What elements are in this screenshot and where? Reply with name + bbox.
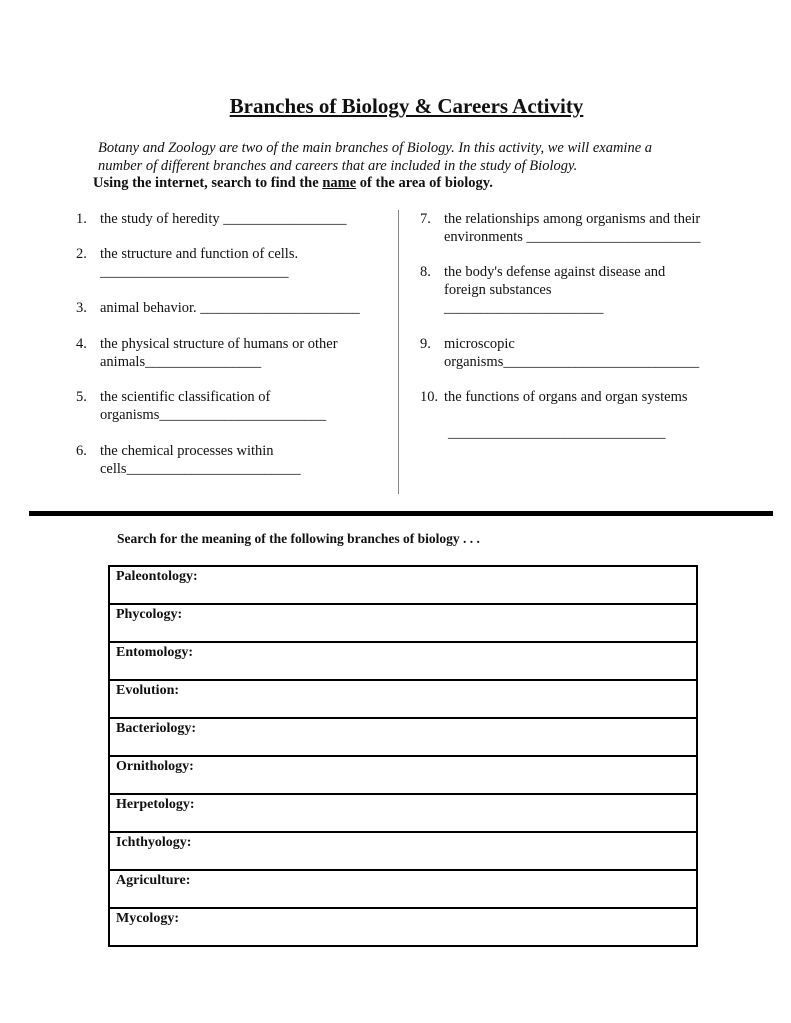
answer-blank[interactable]: environments ________________________ [444, 229, 701, 245]
branch-cell[interactable]: Herpetology: [109, 794, 697, 832]
question-number: 1. [76, 211, 87, 227]
question-number: 4. [76, 336, 87, 352]
question-number: 9. [420, 336, 431, 352]
question-number: 10. [420, 389, 439, 405]
intro-line-2: number of different branches and careers that are included in the study of Biology. [98, 158, 578, 174]
branch-cell[interactable]: Agriculture: [109, 870, 697, 908]
question-number: 7. [420, 211, 431, 227]
answer-blank[interactable]: cells________________________ [100, 461, 301, 477]
instructions-underlined: name [322, 175, 357, 191]
instructions [93, 175, 493, 192]
table-row [109, 718, 697, 756]
answer-blank[interactable]: organisms___________________________ [444, 354, 700, 370]
intro-paragraph [98, 139, 718, 175]
question-number: 2. [76, 246, 87, 262]
question-number: 6. [76, 443, 87, 459]
branch-cell[interactable]: Evolution: [109, 680, 697, 718]
table-row [109, 566, 697, 604]
table-row [109, 604, 697, 642]
branch-cell[interactable]: Entomology: [109, 642, 697, 680]
question-text: microscopic [444, 336, 515, 352]
question-text: animal behavior. ______________________ [100, 300, 360, 316]
question-text: the study of heredity _________________ [100, 211, 347, 227]
answer-blank[interactable]: ______________________ [444, 300, 604, 316]
branch-cell[interactable]: Ichthyology: [109, 832, 697, 870]
branches-table [108, 565, 698, 947]
question-text: the scientific classification of [100, 389, 271, 405]
section-divider [29, 511, 773, 516]
question-text: the functions of organs and organ systems [444, 389, 688, 405]
answer-blank[interactable]: ______________________________ [448, 425, 666, 441]
table-row [109, 680, 697, 718]
page-title: Branches of Biology & Careers Activity [229, 94, 584, 118]
instructions-after: of the area of biology. [356, 175, 493, 191]
intro-line-1: Botany and Zoology are two of the main branches of Biology. In this activity, we will examine a [98, 140, 653, 156]
branch-cell[interactable]: Bacteriology: [109, 718, 697, 756]
table-row [109, 642, 697, 680]
answer-blank[interactable]: organisms_______________________ [100, 407, 327, 423]
table-row [109, 756, 697, 794]
question-number: 5. [76, 389, 87, 405]
branch-cell[interactable]: Ornithology: [109, 756, 697, 794]
question-text: the chemical processes within [100, 443, 274, 459]
branch-cell[interactable]: Mycology: [109, 908, 697, 946]
branch-cell[interactable]: Paleontology: [109, 566, 697, 604]
question-number: 8. [420, 264, 431, 280]
question-text-continued: foreign substances [444, 282, 552, 298]
answer-blank[interactable]: __________________________ [100, 264, 289, 280]
answer-blank[interactable]: animals________________ [100, 354, 262, 370]
question-text: the relationships among organisms and their [444, 211, 701, 227]
question-text: the physical structure of humans or other [100, 336, 338, 352]
column-divider [398, 210, 399, 494]
branch-cell[interactable]: Phycology: [109, 604, 697, 642]
table-row [109, 908, 697, 946]
instructions-before: Using the internet, search to find the [93, 175, 323, 191]
question-number: 3. [76, 300, 87, 316]
table-row [109, 832, 697, 870]
table-row [109, 870, 697, 908]
question-text: the body's defense against disease and [444, 264, 666, 280]
question-text: the structure and function of cells. [100, 246, 299, 262]
table-row [109, 794, 697, 832]
search-heading: Search for the meaning of the following branches of biology . . . [117, 531, 480, 546]
